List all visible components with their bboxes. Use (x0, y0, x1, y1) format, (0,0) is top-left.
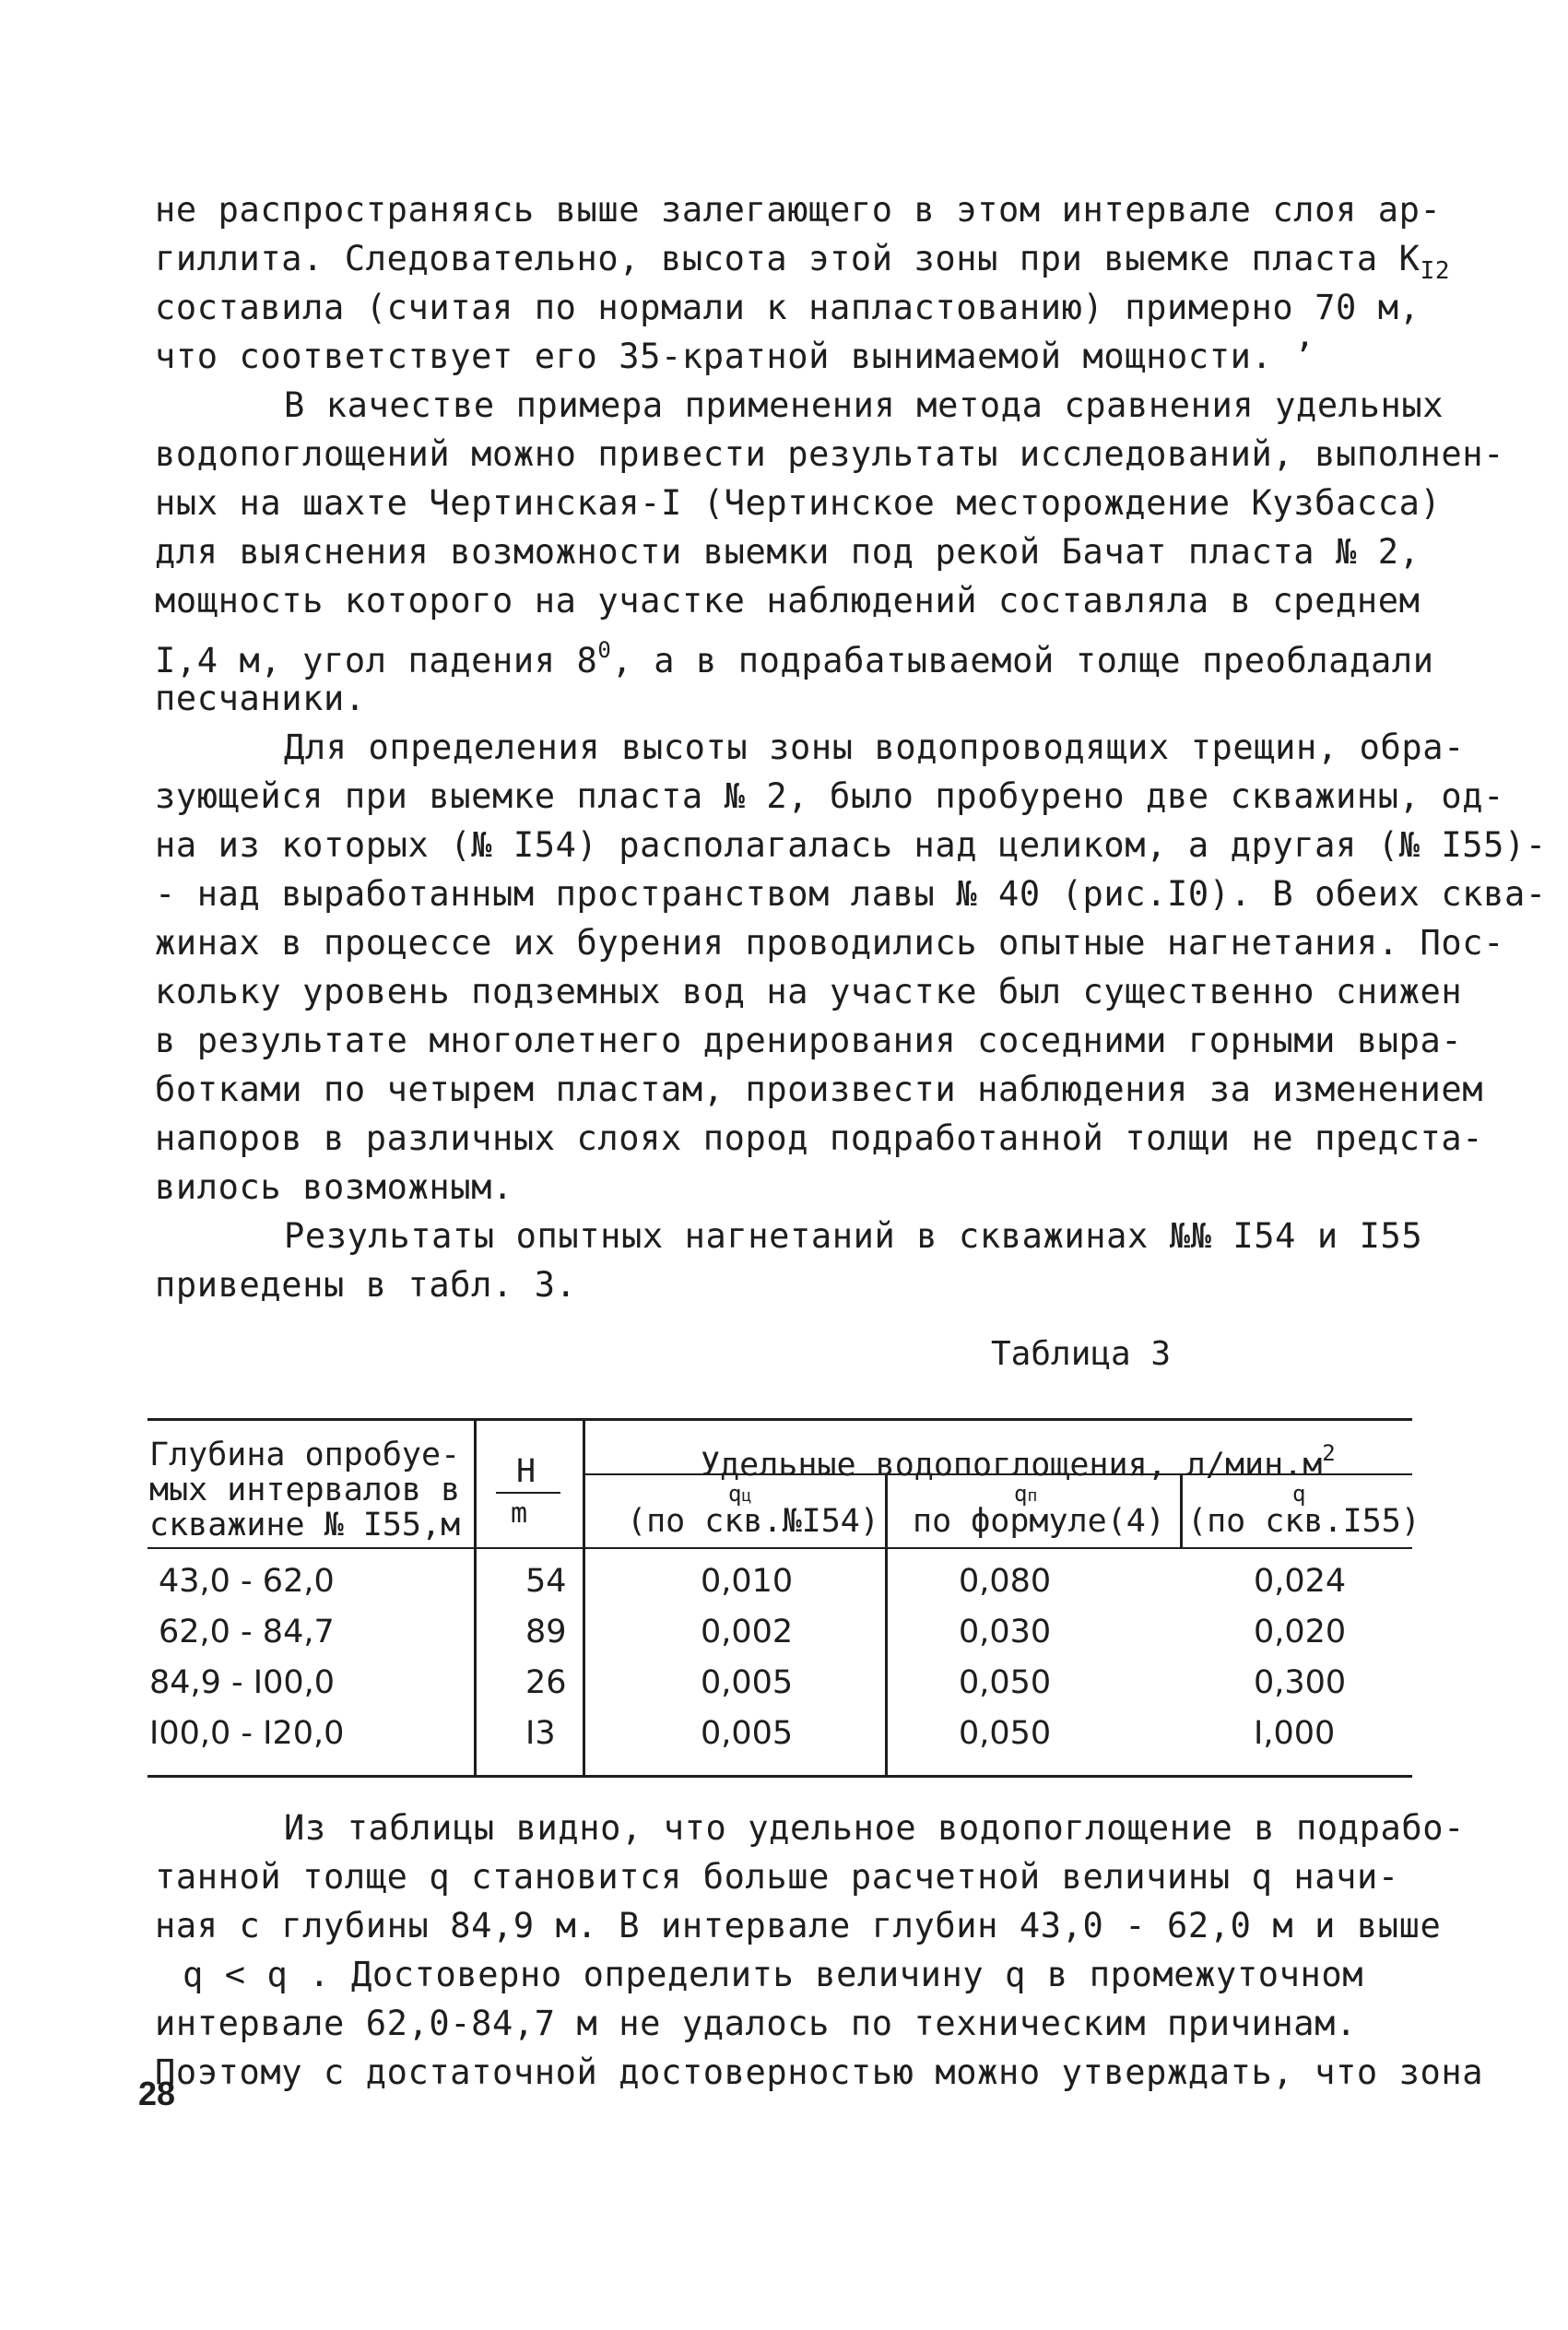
text-span: . Достоверно определить величину q в промежуточном (309, 1955, 1364, 1994)
table-cell-h: 54 (525, 1563, 567, 1600)
text-span: , а в подрабатываемой толще преобладали (611, 641, 1434, 680)
table-cell-q2: 0,050 (959, 1715, 1052, 1752)
text-line: Результаты опытных нагнетаний в скважинах №№ I54 и I55 (284, 1216, 1423, 1256)
text-line: В качестве примера применения метода сравнения удельных (284, 385, 1444, 425)
symbol-subscript: ц (741, 1486, 752, 1506)
text-line: ных на шахте Чертинская-I (Чертинское месторождение Кузбасса) (155, 483, 1442, 523)
text-line (155, 629, 1434, 682)
text-line (155, 238, 1450, 292)
text-line: мощность которого на участке наблюдений составляла в среднем (155, 581, 1421, 621)
text-line (183, 1954, 1363, 1996)
table-cell-q1: 0,005 (701, 1664, 794, 1701)
text-line: ная с глубины 84,9 м. В интервале глубин 43,0 - 62,0 м и выше (155, 1906, 1442, 1946)
text-line: на из которых (№ I54) располагалась над целиком, а другая (№ I55)- (155, 825, 1547, 865)
text-line: в результате многолетнего дренирования соседними горными выра- (155, 1021, 1463, 1060)
symbol: q (429, 1857, 451, 1897)
table-cell-q3: 0,300 (1254, 1664, 1347, 1701)
text-line (155, 1856, 1399, 1898)
table-cell-q2: 0,030 (959, 1614, 1052, 1650)
text-span: становится больше расчетной величины (450, 1857, 1252, 1897)
fraction-bar (496, 1492, 560, 1494)
table-cell-h: 26 (525, 1664, 567, 1701)
subheader-label: по формуле(4) (913, 1503, 1165, 1540)
text-line: напоров в различных слоях пород подработанной толщи не предста- (155, 1118, 1484, 1158)
table-column-divider (474, 1421, 477, 1775)
text-line: Поэтому с достаточной достоверностью можно утверждать, что зона (155, 2052, 1484, 2092)
superscript: 0 (597, 637, 612, 663)
text-line: кольку уровень подземных вод на участке был существенно снижен (155, 972, 1463, 1011)
text-span: начи- (1272, 1857, 1399, 1897)
text-line: вилось возможным. (155, 1167, 513, 1207)
page-number: 28 (138, 2075, 176, 2112)
table-cell-h: I3 (525, 1715, 556, 1752)
column-header-depth: мых интервалов в (149, 1472, 461, 1508)
text-line: для выяснения возможности выемки под рекой Бачат пласта № 2, (155, 532, 1421, 572)
subheader-label: (по скв.I55) (1187, 1503, 1421, 1540)
table-caption: Таблица 3 (991, 1335, 1172, 1373)
column-header-h-unit: m (511, 1497, 528, 1530)
table-column-divider (885, 1475, 888, 1775)
table-cell-interval: 43,0 - 62,0 (159, 1563, 335, 1600)
subscript: I2 (1420, 257, 1451, 285)
table-cell-h: 89 (525, 1614, 567, 1650)
text-line: интервале 62,0-84,7 м не удалось по техническим причинам. (155, 2004, 1357, 2043)
text-line: водопоглощений можно привести результаты исследований, выполнен- (155, 434, 1505, 474)
text-line: не распространяясь выше залегающего в этом интервале слоя ар- (155, 190, 1442, 230)
text-line: зующейся при выемке пласта № 2, было пробурено две скважины, од- (155, 776, 1505, 816)
text-line: Из таблицы видно, что удельное водопоглощение в подрабо- (284, 1808, 1466, 1848)
text-span: танной толще (155, 1857, 430, 1897)
symbol: q (1014, 1481, 1028, 1507)
text-line: что соответствует его 35-кратной вынимаемой мощности. ’ (155, 337, 1315, 376)
text-line: Для определения высоты зоны водопроводящих трещин, обра- (284, 727, 1466, 767)
table-top-rule (147, 1418, 1412, 1421)
symbol: q (1251, 1857, 1273, 1897)
table-cell-interval: 62,0 - 84,7 (159, 1614, 335, 1650)
table-cell-q3: I,000 (1254, 1715, 1336, 1752)
table-cell-q1: 0,005 (701, 1715, 794, 1752)
column-header-depth: Глубина опробуе- (149, 1437, 461, 1473)
table-cell-interval: I00,0 - I20,0 (149, 1715, 345, 1752)
symbol: q (1292, 1481, 1306, 1507)
subheader-label: (по скв.№I54) (627, 1503, 879, 1540)
header-bottom-rule (147, 1547, 1412, 1549)
table-cell-q3: 0,020 (1254, 1614, 1347, 1650)
column-header-h: H (516, 1453, 536, 1490)
table-column-divider (1180, 1475, 1183, 1549)
text-line: жинах в процессе их бурения проводились опытные нагнетания. Пос- (155, 923, 1505, 963)
text-span: Удельные водопоглощения, л/мин.м (701, 1447, 1323, 1484)
text-span: I,4 м, угол падения 8 (155, 641, 598, 680)
symbol: q < q (183, 1955, 289, 1994)
superscript: 2 (1322, 1440, 1336, 1466)
table-cell-q2: 0,080 (959, 1563, 1052, 1600)
table-cell-interval: 84,9 - I00,0 (149, 1664, 336, 1701)
text-span: гиллита. Следовательно, высота этой зоны при выемке пласта К (155, 239, 1421, 278)
table-cell-q1: 0,010 (701, 1563, 794, 1600)
table-cell-q1: 0,002 (701, 1614, 794, 1650)
text-line: приведены в табл. 3. (155, 1265, 577, 1305)
text-line: составила (считая по нормали к напластованию) примерно 70 м, (155, 288, 1421, 327)
table-cell-q2: 0,050 (959, 1664, 1052, 1701)
text-line: песчаники. (155, 679, 366, 718)
table-bottom-rule (147, 1775, 1412, 1778)
column-header-depth: скважине № I55,м (149, 1507, 461, 1543)
text-line: - над выработанным пространством лавы № 40 (рис.I0). В обеих сква- (155, 874, 1547, 914)
text-line: ботками по четырем пластам, произвести наблюдения за изменением (155, 1070, 1484, 1109)
symbol: q (728, 1481, 742, 1507)
table-cell-q3: 0,024 (1254, 1563, 1347, 1600)
symbol-subscript: п (1027, 1486, 1038, 1506)
